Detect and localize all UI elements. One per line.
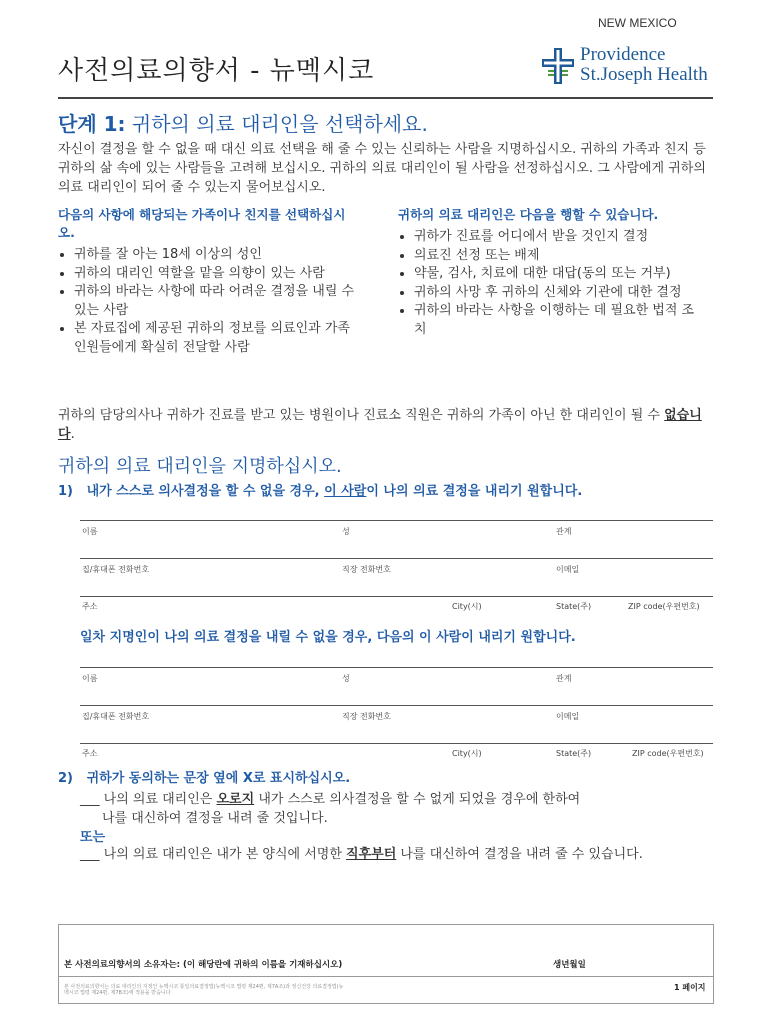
option-2-pre: 나의 의료 대리인은 내가 본 양식에 서명한 xyxy=(99,847,347,862)
agent1-relation-label: 관계 xyxy=(556,527,572,536)
option-2-blank[interactable]: ___ xyxy=(80,847,100,862)
agent2-home-phone-label: 집/휴대폰 전화번호 xyxy=(82,712,150,721)
step-title xyxy=(58,108,428,137)
alternate-agent-heading: 일차 지명인이 나의 의료 결정을 내릴 수 없을 경우, 다음의 이 사람이 내리기 원합니다. xyxy=(80,630,576,645)
option-1-blank[interactable]: ___ xyxy=(80,792,100,807)
footer-divider xyxy=(58,976,714,977)
option-1-pre: 나의 의료 대리인은 xyxy=(99,792,217,807)
agent2-zip-label: ZIP code(우편번호) xyxy=(632,749,704,758)
agent1-surname-label: 성 xyxy=(342,527,350,536)
left-column-heading: 다음의 사항에 해당되는 가족이나 친지를 선택하십시오. xyxy=(58,207,346,240)
logo-line2: St.Joseph Health xyxy=(580,64,708,85)
note-paragraph xyxy=(58,406,718,444)
agent1-name-label: 이름 xyxy=(82,527,98,536)
agent2-state-label: State(주) xyxy=(556,749,592,758)
option-2-emphasis: 직후부터 xyxy=(346,847,397,862)
q1-number: 1) xyxy=(58,484,73,499)
agent2-work-phone-label: 직장 전화번호 xyxy=(342,712,391,721)
list-item: • 귀하의 사망 후 귀하의 신체와 기관에 대한 결정 xyxy=(414,284,698,303)
option-2-post: 나를 대신하여 결정을 내려 줄 수 있습니다. xyxy=(396,847,643,862)
agent1-zip-label: ZIP code(우편번호) xyxy=(628,602,700,611)
q1-emphasis: 이 사람 xyxy=(324,484,367,499)
page-title: 사전의료의향서 - 뉴멕시코 xyxy=(58,56,375,86)
step-prefix: 단계 1: xyxy=(58,112,126,136)
agent1-home-phone-label: 집/휴대폰 전화번호 xyxy=(82,565,150,574)
note-text: 귀하의 담당의사나 귀하가 진료를 받고 있는 병원이나 진료소 직원은 귀하의 가족이 아닌 한 대리인이 될 수 xyxy=(58,408,665,423)
header-divider xyxy=(58,97,713,99)
left-column xyxy=(58,206,358,357)
owner-label: 본 사전의료의향서의 소유자는: (이 해당란에 귀하의 이름을 기재하십시오) xyxy=(64,960,343,970)
right-column-heading: 귀하의 의료 대리인은 다음을 행할 수 있습니다. xyxy=(398,207,659,222)
right-column xyxy=(398,206,698,339)
agent1-email-label: 이메일 xyxy=(556,565,580,574)
list-item: • 귀하의 바라는 사항에 따라 어려운 결정을 내릴 수 있는 사람 xyxy=(74,283,358,320)
agent2-city-label: City(시) xyxy=(452,749,482,758)
q2-number: 2) xyxy=(58,771,73,786)
page-number: 1 페이지 xyxy=(674,983,706,992)
agent2-phone-line[interactable] xyxy=(80,705,713,706)
note-emphasis: 없습니다 xyxy=(58,408,702,442)
logo-line1: Providence xyxy=(580,44,666,65)
footer-legal-note: 본 사전의료의향서는 의료 대리인의 지정인 뉴멕시코 통일의료결정법(뉴멕시코 법령 제24편, 제7A조)과 정신건강 의료결정법(뉴멕시코 법령 제24편, 제7B조)에 적용을 받습니다 xyxy=(64,984,344,996)
agent1-address-label: 주소 xyxy=(82,602,98,611)
question-2 xyxy=(58,767,350,786)
option-1-post: 내가 스스로 의사결정을 할 수 없게 되었을 경우에 한하여 xyxy=(254,792,581,807)
agent2-surname-label: 성 xyxy=(342,674,350,683)
agent1-phone-line[interactable] xyxy=(80,558,713,559)
agent2-name-line[interactable] xyxy=(80,667,713,668)
list-item: • 귀하의 대리인 역할을 맡을 의향이 있는 사람 xyxy=(74,265,358,284)
list-item: • 의료진 선정 또는 배제 xyxy=(414,247,698,266)
cross-logo-icon xyxy=(540,46,576,86)
agent2-address-line[interactable] xyxy=(80,743,713,744)
agent1-work-phone-label: 직장 전화번호 xyxy=(342,565,391,574)
agent1-name-line[interactable] xyxy=(80,520,713,521)
left-column-list xyxy=(58,246,358,357)
list-item: • 본 자료집에 제공된 귀하의 정보를 의료인과 가족 인원들에게 확실히 전달할 사람 xyxy=(74,320,358,357)
agent2-address-label: 주소 xyxy=(82,749,98,758)
question-1 xyxy=(58,480,582,499)
q1-pre: 내가 스스로 의사결정을 할 수 없을 경우, xyxy=(86,484,325,499)
step-title-text: 귀하의 의료 대리인을 선택하세요. xyxy=(125,112,428,136)
q1-post: 이 나의 의료 결정을 내리기 원합니다. xyxy=(366,484,583,499)
agent2-email-label: 이메일 xyxy=(556,712,580,721)
option-1-line2: 나를 대신하여 결정을 내려 줄 것입니다. xyxy=(102,811,328,826)
list-item: • 귀하의 바라는 사항을 이행하는 데 필요한 법적 조치 xyxy=(414,302,698,339)
agent1-state-label: State(주) xyxy=(556,602,592,611)
note-end: . xyxy=(70,427,75,442)
right-column-list xyxy=(398,228,698,339)
dob-label: 생년월일 xyxy=(553,960,586,970)
providence-logo xyxy=(540,44,720,90)
intro-paragraph: 자신이 결정을 할 수 없을 때 대신 의료 선택을 해 줄 수 있는 신뢰하는 사람을 지명하십시오. 귀하의 가족과 친지 등 귀하의 삶 속에 있는 사람들을 고려해 보십시오. 귀하의 의료 대리인이 될 사람을 선정하십시오. 그 사람에게 귀하의 의료 대리인이 되어 줄 수 있는지 물어보십시오. xyxy=(58,142,706,195)
agent1-city-label: City(시) xyxy=(452,602,482,611)
agent2-name-label: 이름 xyxy=(82,674,98,683)
or-label: 또는 xyxy=(80,830,106,845)
state-label: NEW MEXICO xyxy=(598,16,677,30)
option-1[interactable] xyxy=(80,790,580,809)
q2-text: 귀하가 동의하는 문장 옆에 X로 표시하십시오. xyxy=(86,771,351,786)
list-item: • 귀하를 잘 아는 18세 이상의 성인 xyxy=(74,246,358,265)
appoint-title: 귀하의 의료 대리인을 지명하십시오. xyxy=(58,456,342,477)
list-item: • 약물, 검사, 치료에 대한 대답(동의 또는 거부) xyxy=(414,265,698,284)
agent1-address-line[interactable] xyxy=(80,596,713,597)
agent2-relation-label: 관계 xyxy=(556,674,572,683)
option-2[interactable] xyxy=(80,845,643,864)
list-item: • 귀하가 진료를 어디에서 받을 것인지 결정 xyxy=(414,228,698,247)
option-1-emphasis: 오로지 xyxy=(216,792,255,807)
